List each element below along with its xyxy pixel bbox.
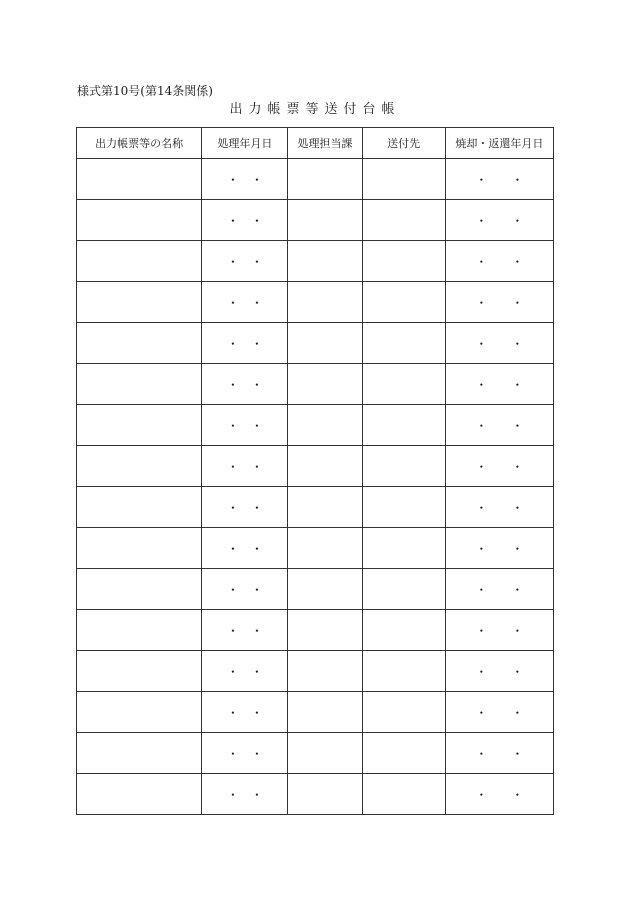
destination-cell[interactable] [362, 364, 445, 405]
table-row [77, 528, 554, 569]
destination-cell[interactable] [362, 241, 445, 282]
department-cell[interactable] [288, 282, 362, 323]
processing-date-cell[interactable] [202, 774, 288, 815]
table-row [77, 610, 554, 651]
destination-cell[interactable] [362, 159, 445, 200]
department-cell[interactable] [288, 651, 362, 692]
ledger-body [77, 159, 554, 815]
date-separator-dots: ・ ・ [475, 787, 524, 802]
name-cell[interactable] [77, 569, 202, 610]
date-separator-dots: ・ ・ [226, 172, 263, 187]
date-separator-dots: ・ ・ [475, 377, 524, 392]
date-separator-dots: ・ ・ [226, 213, 263, 228]
table-row [77, 651, 554, 692]
ledger-table [76, 127, 554, 815]
department-cell[interactable] [288, 528, 362, 569]
department-cell[interactable] [288, 446, 362, 487]
processing-date-cell[interactable] [202, 241, 288, 282]
department-cell[interactable] [288, 610, 362, 651]
destination-cell[interactable] [362, 323, 445, 364]
date-separator-dots: ・ ・ [475, 254, 524, 269]
disposal-date-cell[interactable] [445, 569, 553, 610]
date-separator-dots: ・ ・ [475, 705, 524, 720]
date-separator-dots: ・ ・ [475, 459, 524, 474]
processing-date-cell[interactable] [202, 282, 288, 323]
destination-cell[interactable] [362, 487, 445, 528]
date-separator-dots: ・ ・ [475, 500, 524, 515]
destination-cell[interactable] [362, 733, 445, 774]
processing-date-cell[interactable] [202, 200, 288, 241]
destination-cell[interactable] [362, 200, 445, 241]
column-header-destination: 送付先 [362, 128, 445, 159]
disposal-date-cell[interactable] [445, 610, 553, 651]
date-separator-dots: ・ ・ [226, 500, 263, 515]
name-cell[interactable] [77, 282, 202, 323]
processing-date-cell[interactable] [202, 487, 288, 528]
date-separator-dots: ・ ・ [475, 418, 524, 433]
name-cell[interactable] [77, 733, 202, 774]
name-cell[interactable] [77, 651, 202, 692]
column-header-disposal-date: 焼却・返還年月日 [445, 128, 553, 159]
table-row [77, 487, 554, 528]
disposal-date-cell[interactable] [445, 692, 553, 733]
table-row [77, 774, 554, 815]
department-cell[interactable] [288, 405, 362, 446]
disposal-date-cell[interactable] [445, 651, 553, 692]
destination-cell[interactable] [362, 446, 445, 487]
document-title: 出力帳票等送付台帳 [229, 102, 401, 117]
name-cell[interactable] [77, 405, 202, 446]
table-row [77, 733, 554, 774]
disposal-date-cell[interactable] [445, 528, 553, 569]
name-cell[interactable] [77, 159, 202, 200]
processing-date-cell[interactable] [202, 651, 288, 692]
date-separator-dots: ・ ・ [226, 664, 263, 679]
disposal-date-cell[interactable] [445, 323, 553, 364]
date-separator-dots: ・ ・ [475, 295, 524, 310]
destination-cell[interactable] [362, 774, 445, 815]
name-cell[interactable] [77, 692, 202, 733]
disposal-date-cell[interactable] [445, 733, 553, 774]
table-row [77, 159, 554, 200]
disposal-date-cell[interactable] [445, 774, 553, 815]
header-row [77, 128, 554, 159]
disposal-date-cell[interactable] [445, 282, 553, 323]
name-cell[interactable] [77, 323, 202, 364]
name-cell[interactable] [77, 528, 202, 569]
destination-cell[interactable] [362, 528, 445, 569]
table-row [77, 282, 554, 323]
name-cell[interactable] [77, 200, 202, 241]
disposal-date-cell[interactable] [445, 364, 553, 405]
department-cell[interactable] [288, 569, 362, 610]
processing-date-cell[interactable] [202, 446, 288, 487]
date-separator-dots: ・ ・ [226, 623, 263, 638]
destination-cell[interactable] [362, 405, 445, 446]
destination-cell[interactable] [362, 610, 445, 651]
disposal-date-cell[interactable] [445, 487, 553, 528]
date-separator-dots: ・ ・ [475, 746, 524, 761]
date-separator-dots: ・ ・ [226, 295, 263, 310]
name-cell[interactable] [77, 774, 202, 815]
column-header-processing-date: 処理年月日 [202, 128, 288, 159]
date-separator-dots: ・ ・ [226, 336, 263, 351]
table-row [77, 405, 554, 446]
name-cell[interactable] [77, 241, 202, 282]
department-cell[interactable] [288, 692, 362, 733]
destination-cell[interactable] [362, 569, 445, 610]
processing-date-cell[interactable] [202, 569, 288, 610]
table-row [77, 323, 554, 364]
name-cell[interactable] [77, 487, 202, 528]
processing-date-cell[interactable] [202, 692, 288, 733]
date-separator-dots: ・ ・ [226, 582, 263, 597]
destination-cell[interactable] [362, 282, 445, 323]
processing-date-cell[interactable] [202, 528, 288, 569]
processing-date-cell[interactable] [202, 733, 288, 774]
table-row [77, 364, 554, 405]
table-row [77, 569, 554, 610]
date-separator-dots: ・ ・ [226, 418, 263, 433]
date-separator-dots: ・ ・ [226, 787, 263, 802]
date-separator-dots: ・ ・ [475, 213, 524, 228]
destination-cell[interactable] [362, 692, 445, 733]
disposal-date-cell[interactable] [445, 159, 553, 200]
department-cell[interactable] [288, 200, 362, 241]
column-header-name: 出力帳票等の名称 [77, 128, 202, 159]
name-cell[interactable] [77, 364, 202, 405]
form-number: 様式第10号(第14条関係) [77, 84, 213, 98]
disposal-date-cell[interactable] [445, 200, 553, 241]
date-separator-dots: ・ ・ [226, 705, 263, 720]
table-row [77, 241, 554, 282]
department-cell[interactable] [288, 487, 362, 528]
date-separator-dots: ・ ・ [475, 664, 524, 679]
department-cell[interactable] [288, 323, 362, 364]
disposal-date-cell[interactable] [445, 446, 553, 487]
department-cell[interactable] [288, 733, 362, 774]
table-row [77, 692, 554, 733]
destination-cell[interactable] [362, 651, 445, 692]
table-row [77, 200, 554, 241]
processing-date-cell[interactable] [202, 405, 288, 446]
date-separator-dots: ・ ・ [475, 582, 524, 597]
name-cell[interactable] [77, 446, 202, 487]
date-separator-dots: ・ ・ [226, 377, 263, 392]
date-separator-dots: ・ ・ [475, 623, 524, 638]
processing-date-cell[interactable] [202, 323, 288, 364]
date-separator-dots: ・ ・ [475, 541, 524, 556]
date-separator-dots: ・ ・ [226, 746, 263, 761]
date-separator-dots: ・ ・ [226, 254, 263, 269]
department-cell[interactable] [288, 241, 362, 282]
date-separator-dots: ・ ・ [226, 541, 263, 556]
table-row [77, 446, 554, 487]
date-separator-dots: ・ ・ [475, 172, 524, 187]
disposal-date-cell[interactable] [445, 241, 553, 282]
column-header-department: 処理担当課 [288, 128, 362, 159]
processing-date-cell[interactable] [202, 364, 288, 405]
date-separator-dots: ・ ・ [475, 336, 524, 351]
processing-date-cell[interactable] [202, 159, 288, 200]
department-cell[interactable] [288, 159, 362, 200]
processing-date-cell[interactable] [202, 610, 288, 651]
department-cell[interactable] [288, 774, 362, 815]
name-cell[interactable] [77, 610, 202, 651]
department-cell[interactable] [288, 364, 362, 405]
disposal-date-cell[interactable] [445, 405, 553, 446]
date-separator-dots: ・ ・ [226, 459, 263, 474]
